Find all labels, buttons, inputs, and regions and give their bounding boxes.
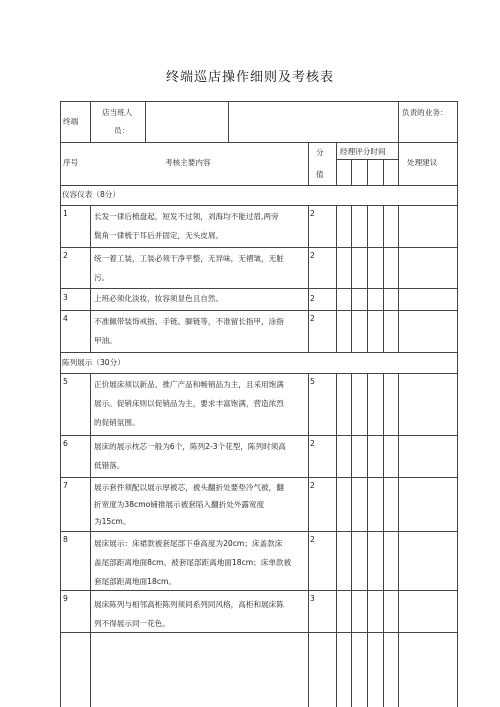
section-title: 仪容仪表（8分） <box>62 190 120 199</box>
item-score: 2 <box>310 439 315 448</box>
col-line <box>308 205 309 352</box>
col-line <box>90 101 91 142</box>
item-content: 展床陈列与相邻高柜陈列须同系列同风格，高柜和展床陈 <box>94 600 284 609</box>
col-line <box>90 205 91 352</box>
item-content: 上班必须化淡妆，妆容须显色且自然。 <box>94 294 224 303</box>
col-line <box>351 373 352 707</box>
col-line <box>228 101 229 142</box>
item-number: 4 <box>63 314 68 323</box>
suggestion-header: 处理建议 <box>407 158 438 167</box>
col-line <box>398 205 399 352</box>
col-line <box>351 159 352 185</box>
item-score: 2 <box>310 209 315 218</box>
item-content: 污。 <box>94 273 110 282</box>
item-score: 2 <box>310 535 315 544</box>
item-content: 正价展床须以新品、推广产品和畅销品为主，且采用饱满 <box>94 380 284 389</box>
row-line <box>60 352 458 353</box>
item-content: 展床展示：床裙款被套尾部下垂高度为20cm；床盖款床 <box>94 539 283 548</box>
item-content: 套尾部距离地面18cm。 <box>94 577 176 586</box>
item-number: 7 <box>63 481 68 490</box>
col-line <box>383 205 384 352</box>
item-number: 1 <box>63 209 68 218</box>
col-line <box>383 159 384 185</box>
item-content: 盖尾部距离地面8cm。被套尾部距离地面18cm；床单款被 <box>94 558 292 567</box>
col-line <box>367 159 368 185</box>
col-line <box>457 101 458 707</box>
staff-label-line-1: 店当班人 <box>102 108 133 117</box>
staff-label-line-2: 员： <box>114 126 130 135</box>
item-content: 展示套件须配以展示厚被芯，被头翻折处要垫冷气被，翻 <box>94 483 284 492</box>
item-number: 9 <box>63 594 68 603</box>
item-content: 的促销氛围。 <box>94 418 140 427</box>
col-line <box>308 142 309 185</box>
review-time-header: 经理评分时间 <box>340 147 386 156</box>
col-line <box>90 373 91 707</box>
col-line <box>145 101 146 142</box>
score-header-top: 分 <box>316 148 324 157</box>
col-line <box>398 373 399 707</box>
owner-label: 负责的业务： <box>402 108 448 117</box>
col-line <box>336 205 337 352</box>
col-line <box>336 373 337 707</box>
row-line <box>60 185 458 186</box>
item-content: 不准佩带装饰戒指、手链、脚链等，不准留长指甲，涂指 <box>94 317 284 326</box>
item-score: 2 <box>310 294 315 303</box>
item-content: 折宽度为38cmo铺推展示被套陷入翻折处外露宽度 <box>94 500 265 509</box>
col-line <box>398 142 399 185</box>
item-content: 展示。促销床则以促销品为主，要求丰富饱满，营造浓烈 <box>94 399 284 408</box>
score-header-bottom: 值 <box>316 170 324 179</box>
terminal-label: 终端 <box>63 117 79 126</box>
page-title: 终端巡店操作细则及考核表 <box>165 70 334 85</box>
item-score: 2 <box>310 481 315 490</box>
col-line <box>383 373 384 707</box>
item-number: 8 <box>63 535 68 544</box>
col-line <box>398 101 399 142</box>
item-content: 列不得展示同一花色。 <box>94 619 170 628</box>
item-content: 展床的展示枕芯一般为6个，陈列2-3个花型，陈列时须高 <box>94 442 286 451</box>
item-content: 鬓角一律梳于耳后并固定，无头皮屑。 <box>94 231 224 240</box>
item-number: 3 <box>63 293 68 302</box>
item-content: 甲油。 <box>94 336 117 345</box>
item-score: 2 <box>310 314 315 323</box>
col-line <box>367 205 368 352</box>
item-number: 2 <box>63 251 68 260</box>
item-score: 3 <box>310 594 315 603</box>
item-content: 统一着工装，工装必须干净平整，无异味，无褶皱，无脏 <box>94 254 284 263</box>
col-line <box>351 205 352 352</box>
item-content: 长发一律后梳盘起，短发不过领，刘海均不能过眉,两旁 <box>94 212 279 221</box>
item-score: 5 <box>310 377 315 386</box>
col-line <box>60 101 61 707</box>
item-content: 为15cm。 <box>94 517 131 526</box>
staff-name-field[interactable] <box>148 107 226 137</box>
item-content: 低错落。 <box>94 461 125 470</box>
col-line <box>367 373 368 707</box>
item-number: 6 <box>63 439 68 448</box>
item-number: 5 <box>63 377 68 386</box>
assessment-table <box>60 101 458 707</box>
col-line <box>308 373 309 707</box>
item-score: 2 <box>310 251 315 260</box>
col-line <box>336 142 337 185</box>
section-title: 陈列展示（30分） <box>62 358 125 367</box>
content-header: 考核主要内容 <box>165 158 211 167</box>
seq-header: 序号 <box>63 158 79 167</box>
